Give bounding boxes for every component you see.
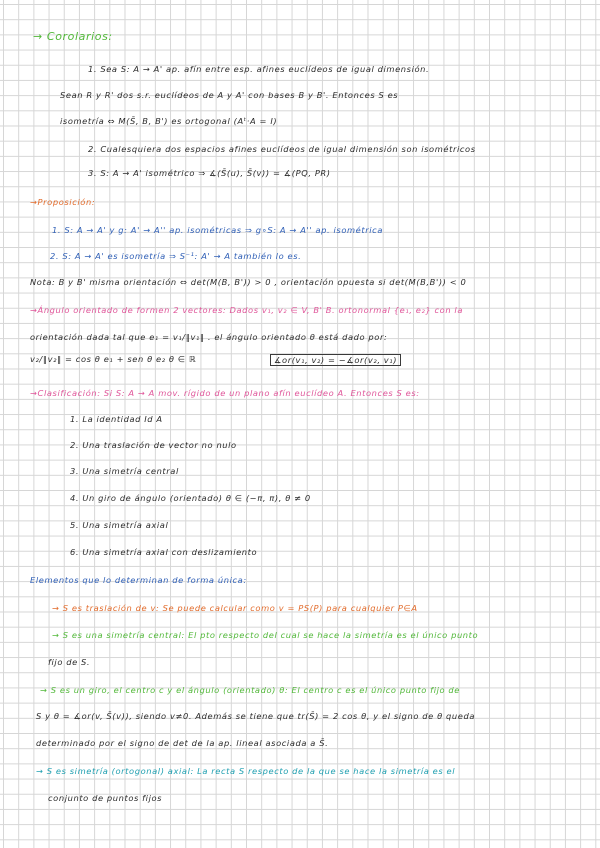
corolario-1-line-3: isometría ⇔ M(S̄, B, B') es ortogonal (Aᵗ·A = I): [60, 116, 278, 126]
clasificacion-item-3: 3. Una simetría central: [70, 466, 179, 476]
corolario-1-line-1: 1. Sea S: A → A' ap. afín entre esp. afines euclídeos de igual dimensión.: [88, 64, 430, 74]
corolario-1-line-2: Sean R y R' dos s.r. euclídeos de A y A' con bases B y B'. Entonces S es: [60, 90, 399, 100]
clasificacion-item-4: 4. Un giro de ángulo (orientado) θ ∈ (−π, π), θ ≠ 0: [70, 493, 311, 503]
clasificacion-item-6: 6. Una simetría axial con deslizamiento: [70, 547, 258, 557]
corolario-3: 3. S: A → A' isométrico ⇒ ∡(S̄(u), S̄(v)) = ∡(PQ, PR): [88, 168, 331, 178]
heading-elementos: Elementos que lo determinan de forma única:: [30, 575, 247, 585]
heading-clasificacion: →Clasificación: Si S: A → A mov. rígido de un plano afín euclídeo A. Entonces S es:: [30, 388, 420, 398]
heading-corolarios: → Corolarios:: [33, 30, 113, 43]
clasificacion-item-5: 5. Una simetría axial: [70, 520, 169, 530]
clasificacion-item-1: 1. La identidad Id A: [70, 414, 163, 424]
simetria-axial-line-2: conjunto de puntos fijos: [48, 793, 163, 803]
simetria-central-line-2: fijo de S.: [48, 657, 91, 667]
clasificacion-item-2: 2. Una traslación de vector no nulo: [70, 440, 237, 450]
heading-proposicion: →Proposición:: [30, 197, 96, 207]
traslacion-line: → S es traslación de v: Se puede calcular como v = PS(P) para cualquier P∈A: [52, 603, 418, 613]
angulo-orientado-line-2: orientación dada tal que e₁ = v₁/‖v₁‖ . el ángulo orientado θ está dado por:: [30, 332, 388, 342]
angulo-orientado-line-1: →Ángulo orientado de formen 2 vectores: Dados v₁, v₂ ∈ V, B' B. ortonormal {e₁, e₂} con la: [30, 305, 464, 315]
proposicion-2: 2. S: A → A' es isometría ⇒ S⁻¹: A' → A también lo es.: [50, 251, 302, 261]
corolario-2: 2. Cualesquiera dos espacios afines euclídeos de igual dimensión son isométricos: [88, 144, 476, 154]
giro-line-1: → S es un giro, el centro c y el ángulo (orientado) θ: El centro c es el único punto fijo de: [40, 685, 460, 695]
angulo-orientado-formula: v₂/‖v₂‖ = cos θ e₁ + sen θ e₂ θ ∈ ℝ: [30, 354, 197, 364]
proposicion-1: 1. S: A → A' y g: A' → A'' ap. isométricas ⇒ g∘S: A → A'' ap. isométrica: [52, 225, 384, 235]
giro-line-2: S y θ = ∡or(v, S̄(v)), siendo v≠0. Además se tiene que tr(S̄) = 2 cos θ, y el signo de θ queda: [36, 711, 475, 721]
simetria-axial-line-1: → S es simetría (ortogonal) axial: La recta S respecto de la que se hace la simetría es el: [36, 766, 456, 776]
simetria-central-line-1: → S es una simetría central: El pto respecto del cual se hace la simetría es el único punto: [52, 630, 479, 640]
nota-orientacion: Nota: B y B' misma orientación ⇔ det(M(B, B')) > 0 , orientación opuesta si det(M(B,B')) < 0: [30, 277, 467, 287]
angulo-orientado-boxed-property: ∡or(v₁, v₂) = −∡or(v₂, v₁): [270, 354, 401, 366]
giro-line-3: determinado por el signo de det de la ap. lineal asociada a S̄.: [36, 738, 329, 748]
